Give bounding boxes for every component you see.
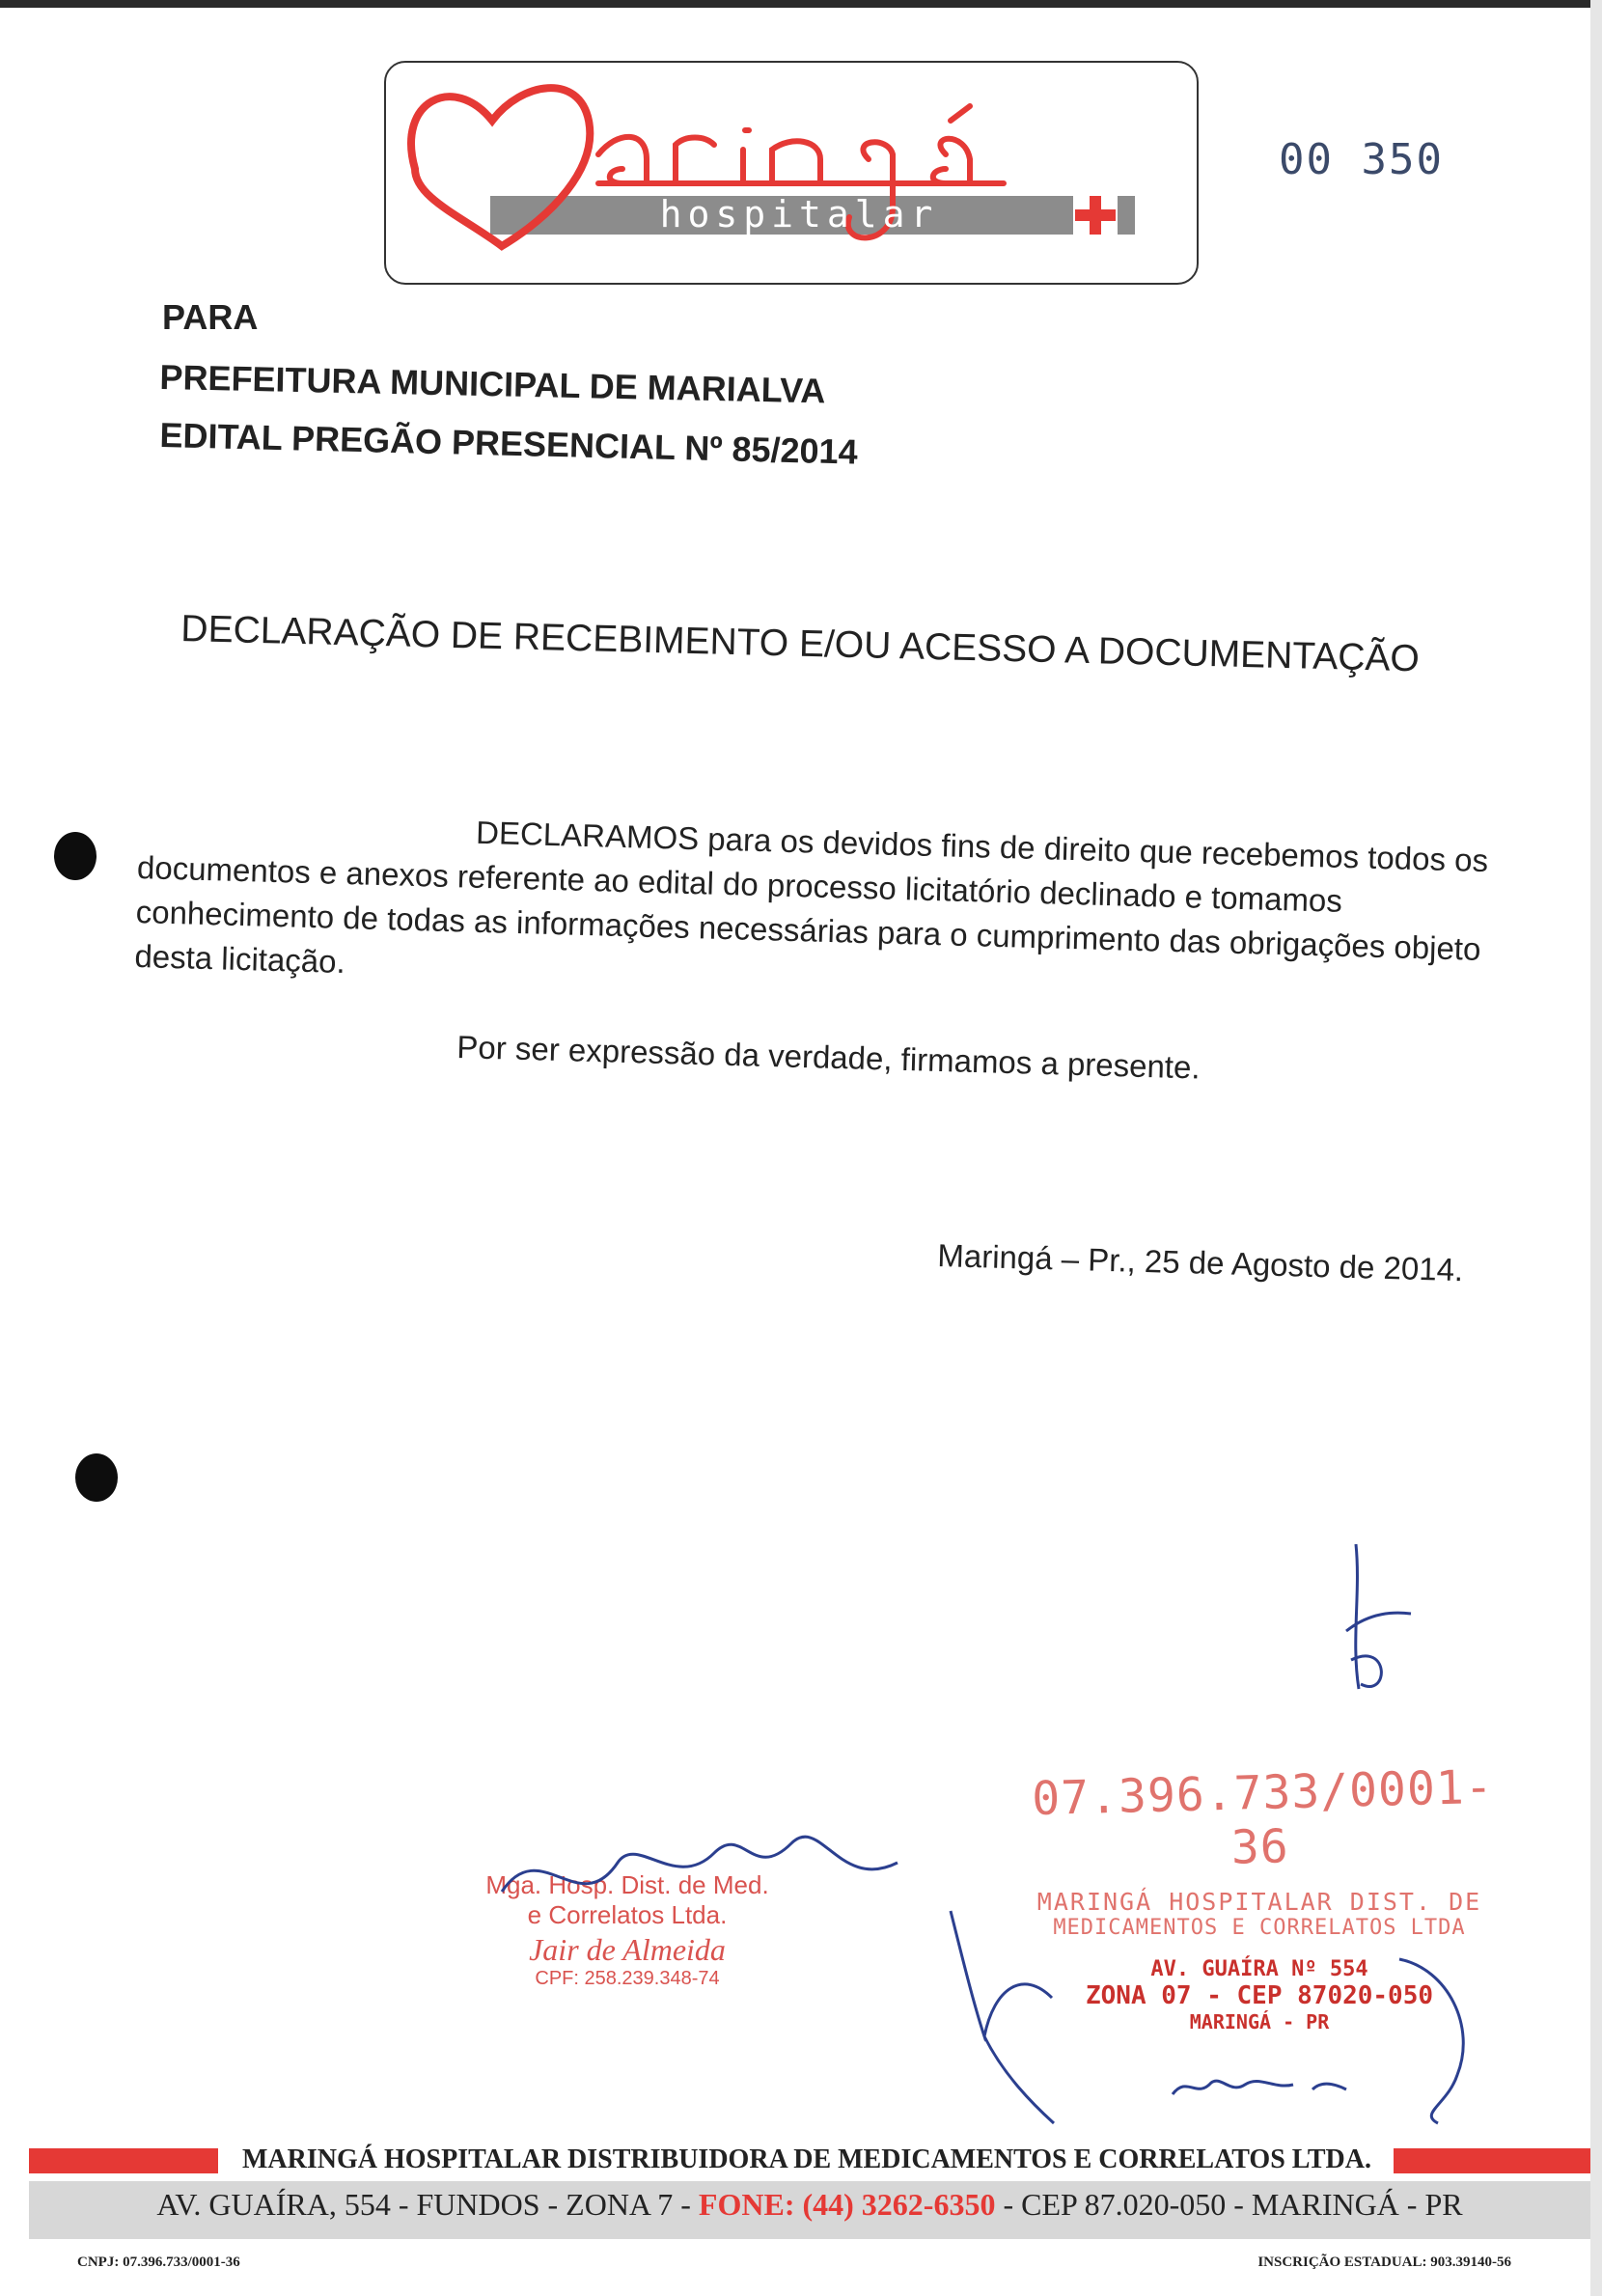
footer-address-part1: AV. GUAÍRA, 554 - FUNDOS - ZONA 7 -: [156, 2187, 691, 2222]
punch-hole: [54, 832, 97, 880]
signatory-stamp: [444, 1870, 811, 1990]
stamp-name-line2: MEDICAMENTOS E CORRELATOS LTDA: [1053, 1916, 1466, 1940]
stamp-signatory-cpf: CPF: 258.239.348-74: [535, 1968, 720, 1989]
date-line: Maringá – Pr., 25 de Agosto de 2014.: [936, 1237, 1464, 1288]
footer-address-part2: - CEP 87.020-050 - MARINGÁ - PR: [1003, 2187, 1463, 2222]
stamp-company-line1: Mga. Hosp. Dist. de Med.: [485, 1870, 769, 1899]
footer-red-bar-right: [1394, 2148, 1590, 2173]
logo-artwork: [386, 63, 1197, 283]
initials-signature: [1346, 1544, 1411, 1689]
company-cnpj-stamp: [1031, 1759, 1495, 2033]
footer-address: [29, 2187, 1590, 2223]
stamp-company-line2: e Correlatos Ltda.: [527, 1900, 728, 1929]
top-edge: [0, 0, 1590, 8]
stamp-zone: ZONA 07 - CEP 87020-050: [1085, 1981, 1434, 2010]
footer-cnpj: CNPJ: 07.396.733/0001-36: [77, 2255, 240, 2270]
stamp-signatory-name: Jair de Almeida: [529, 1932, 726, 1967]
stamp-street: AV. GUAÍRA Nº 554: [1150, 1957, 1368, 1981]
logo-cross-v: [1090, 196, 1101, 235]
hospital-logo: [384, 61, 1199, 285]
declaration-paragraph: [134, 801, 1519, 1017]
logo-tagline: hospitalar: [659, 193, 939, 235]
document-title: DECLARAÇÃO DE RECEBIMENTO E/OU ACESSO A DOCUMENTAÇÃO: [180, 608, 1421, 680]
stamp-name-line1: MARINGÁ HOSPITALAR DIST. DE: [1036, 1888, 1482, 1916]
recipient-line1: PARA: [162, 297, 259, 337]
closing-sentence: Por ser expressão da verdade, firmamos a presente.: [456, 1029, 1202, 1086]
footer-phone: FONE: (44) 3262-6350: [698, 2187, 996, 2222]
recipient-line3: EDITAL PREGÃO PRESENCIAL Nº 85/2014: [158, 415, 859, 472]
marlon-signature: [1173, 2081, 1346, 2094]
stamp-city: MARINGÁ - PR: [1189, 2010, 1330, 2033]
stamp-cnpj: 07.396.733/0001-36: [1031, 1759, 1495, 1875]
footer-company-name: MARINGÁ HOSPITALAR DISTRIBUIDORA DE MEDICAMENTOS E CORRELATOS LTDA.: [242, 2144, 1371, 2174]
punch-hole: [75, 1453, 118, 1502]
footer-red-bar-left: [29, 2148, 218, 2173]
paragraph-indent: [138, 834, 476, 844]
footer-state-registration: INSCRIÇÃO ESTADUAL: 903.39140-56: [1257, 2255, 1511, 2270]
document-number: 00 350: [1279, 135, 1444, 184]
recipient-line2: PREFEITURA MUNICIPAL DE MARIALVA: [159, 357, 826, 411]
declaration-text: DECLARAMOS para os devidos fins de direito que recebemos todos os documentos e anexos referente ao edital do processo licitatório declinado e tomamos conhecimento de todas as informações necessárias para o cumprimento das obrigações objeto desta licitação.: [134, 814, 1489, 981]
